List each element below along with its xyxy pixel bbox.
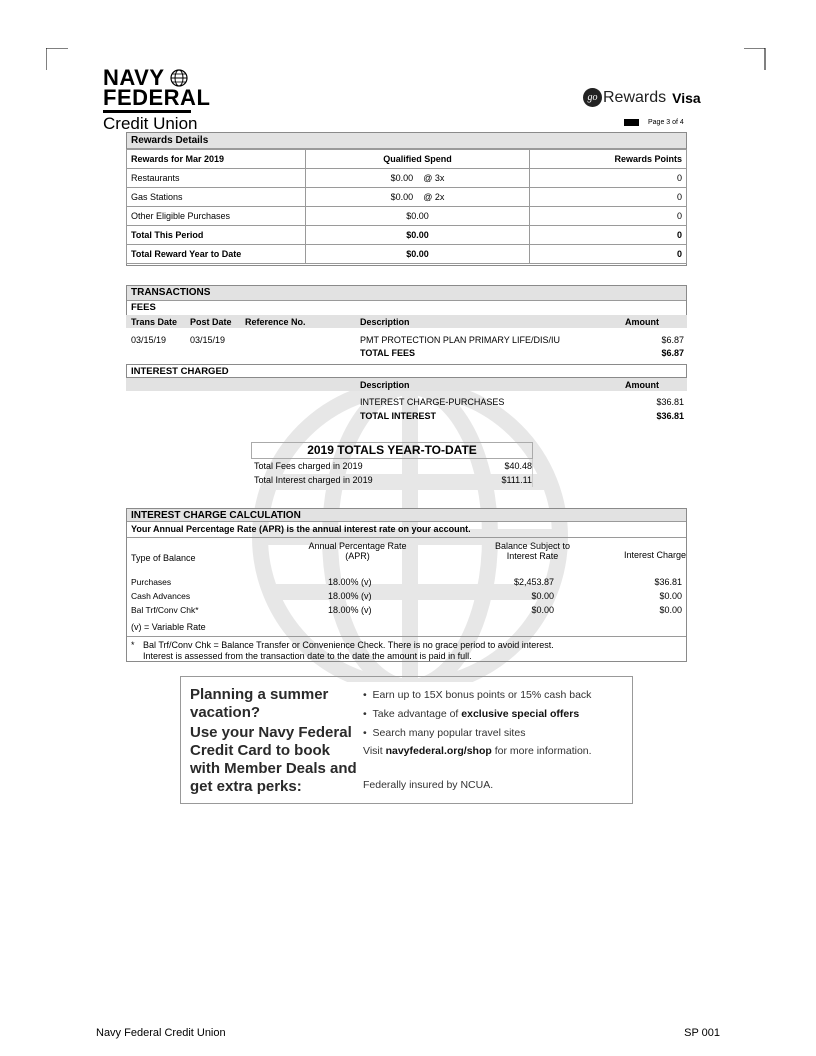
fee-trans-date: 03/15/19 [131,335,167,345]
ic-charge: $36.81 [654,577,682,587]
col-trans-date: Trans Date [131,317,178,327]
rewards-rate: @ 3x [423,173,445,183]
ic-charge: $0.00 [659,591,682,601]
logo-credit-union-text: Credit Union [103,114,198,133]
ic-col-balance [470,541,595,561]
table-row [127,169,687,188]
ic-apr: 18.00% (v) [328,577,372,587]
promo-heading-1: Planning a summer vacation? [190,686,329,721]
logo-federal-text: FEDERAL [103,85,211,110]
ic-charge: $0.00 [659,605,682,615]
bullet-icon: • [363,727,367,739]
ic-col-type: Type of Balance [131,553,196,563]
total-fees-amount: $6.87 [661,348,684,358]
page-marker [624,119,639,126]
rewards-points: 0 [530,188,687,207]
promo-visit-post: for more information. [491,745,592,757]
ic-balance: $2,453.87 [513,577,554,587]
promo-bullet-3-text: Search many popular travel sites [372,727,526,739]
ytd-interest-label: Total Interest charged in 2019 [254,475,373,485]
transactions-section [126,285,687,315]
promo-visit-link[interactable]: navyfederal.org/shop [385,745,492,757]
interest-amount: $36.81 [656,397,684,407]
promo-bullet-2-bold: exclusive special offers [461,708,580,720]
table-row [127,226,687,245]
card-brand [583,88,701,107]
ic-balance: $0.00 [531,605,554,615]
ytd-fees-value: $40.48 [504,461,532,471]
footer-left: Navy Federal Credit Union [96,1027,226,1039]
rewards-col-period: Rewards for Mar 2019 [127,150,306,169]
rewards-label: Rewards [603,88,667,106]
ic-type: Cash Advances [131,591,191,601]
rewards-spend: $0.00 [306,226,530,245]
bullet-icon: • [363,689,367,701]
interest-calc-rule [127,537,686,538]
col-amount: Amount [625,317,659,327]
rewards-details-title: Rewards Details [127,133,686,149]
rewards-col-points: Rewards Points [530,150,687,169]
table-row [127,207,687,226]
total-interest-amount: $36.81 [656,411,684,421]
ic-col-balance-line1: Balance Subject to [494,541,571,551]
ic-type: Bal Trf/Conv Chk* [131,605,199,615]
footnote-line2: Interest is assessed from the transaction date to the date the amount is paid in full. [143,651,472,661]
page-indicator: Page 3 of 4 [648,119,684,126]
interest-col-description: Description [360,380,410,390]
rewards-rate: @ 2x [423,192,445,202]
ic-col-apr-line1: Annual Percentage Rate [308,541,407,551]
navy-federal-logo [103,65,211,133]
promo-bullet-2-text: Take advantage of [372,708,462,720]
interest-calc-subtitle: Your Annual Percentage Rate (APR) is the annual interest rate on your account. [131,524,471,534]
rewards-spend: $0.00 [390,173,414,183]
interest-description: INTEREST CHARGE-PURCHASES [360,397,505,407]
total-fees-label: TOTAL FEES [360,348,416,358]
promo-visit-pre: Visit [363,745,386,757]
crop-mark-top-left [46,48,68,70]
go-badge-icon: go [583,88,602,107]
ic-col-apr [290,541,425,561]
rewards-category: Total This Period [127,226,306,245]
ytd-interest-value: $111.11 [501,475,532,485]
fees-title: FEES [131,302,156,313]
promo-heading-2: Use your Navy Federal Credit Card to book with Member Deals and get extra perks: [190,724,357,795]
total-interest-label: TOTAL INTEREST [360,411,437,421]
ic-apr: 18.00% (v) [328,605,372,615]
col-description: Description [360,317,410,327]
visa-label: Visa [672,89,701,106]
interest-calc-title: INTEREST CHARGE CALCULATION [127,509,686,522]
fee-post-date: 03/15/19 [190,335,226,345]
rewards-category: Total Reward Year to Date [127,245,306,264]
col-post-date: Post Date [190,317,232,327]
footnote-star: * [131,640,135,650]
ic-apr: 18.00% (v) [328,591,372,601]
transactions-title: TRANSACTIONS [127,286,686,301]
promo-visit [363,745,592,757]
table-row [127,245,687,264]
ic-col-apr-line2: (APR) [345,551,370,561]
interest-charged-title: INTEREST CHARGED [126,364,687,378]
rewards-points: 0 [530,207,687,226]
ic-col-charge: Interest Charge [623,550,686,560]
promo-bullet-1 [363,689,591,701]
logo-navy-text: NAVY [103,65,165,90]
promo-bullet-3 [363,727,525,739]
rewards-category: Gas Stations [127,188,306,207]
rewards-details-section [126,132,687,266]
bullet-icon: • [363,708,367,720]
rewards-points: 0 [530,169,687,188]
rewards-spend: $0.00 [390,192,414,202]
rewards-points: 0 [530,226,687,245]
rewards-spend: $0.00 [306,207,530,226]
table-row [127,188,687,207]
ytd-fees-label: Total Fees charged in 2019 [254,461,363,471]
promo-insured: Federally insured by NCUA. [363,779,494,791]
footnote-line1: Bal Trf/Conv Chk = Balance Transfer or Convenience Check. There is no grace period to avoid interest. [143,640,554,650]
ytd-right-rule [532,459,533,487]
rewards-category: Other Eligible Purchases [127,207,306,226]
col-reference: Reference No. [245,317,306,327]
ic-type: Purchases [131,577,172,587]
rewards-category: Restaurants [127,169,306,188]
logo-rule [103,110,191,113]
fee-amount: $6.87 [661,335,684,345]
ytd-title: 2019 TOTALS YEAR-TO-DATE [307,443,477,457]
promo-bullet-2 [363,708,579,720]
crop-mark-top-right [744,48,766,70]
promo-bullet-1-text: Earn up to 15X bonus points or 15% cash back [372,689,592,701]
rewards-spend: $0.00 [306,245,530,264]
footer-right: SP 001 [684,1027,720,1039]
ic-col-balance-line2: Interest Rate [506,551,559,561]
variable-rate-note: (v) = Variable Rate [131,622,206,632]
fee-description: PMT PROTECTION PLAN PRIMARY LIFE/DIS/IU [360,335,561,345]
rewards-points: 0 [530,245,687,264]
rewards-col-spend: Qualified Spend [306,150,530,169]
ic-balance: $0.00 [531,591,554,601]
interest-calc-rule-2 [127,636,686,637]
interest-col-amount: Amount [625,380,659,390]
rewards-table [126,149,687,264]
